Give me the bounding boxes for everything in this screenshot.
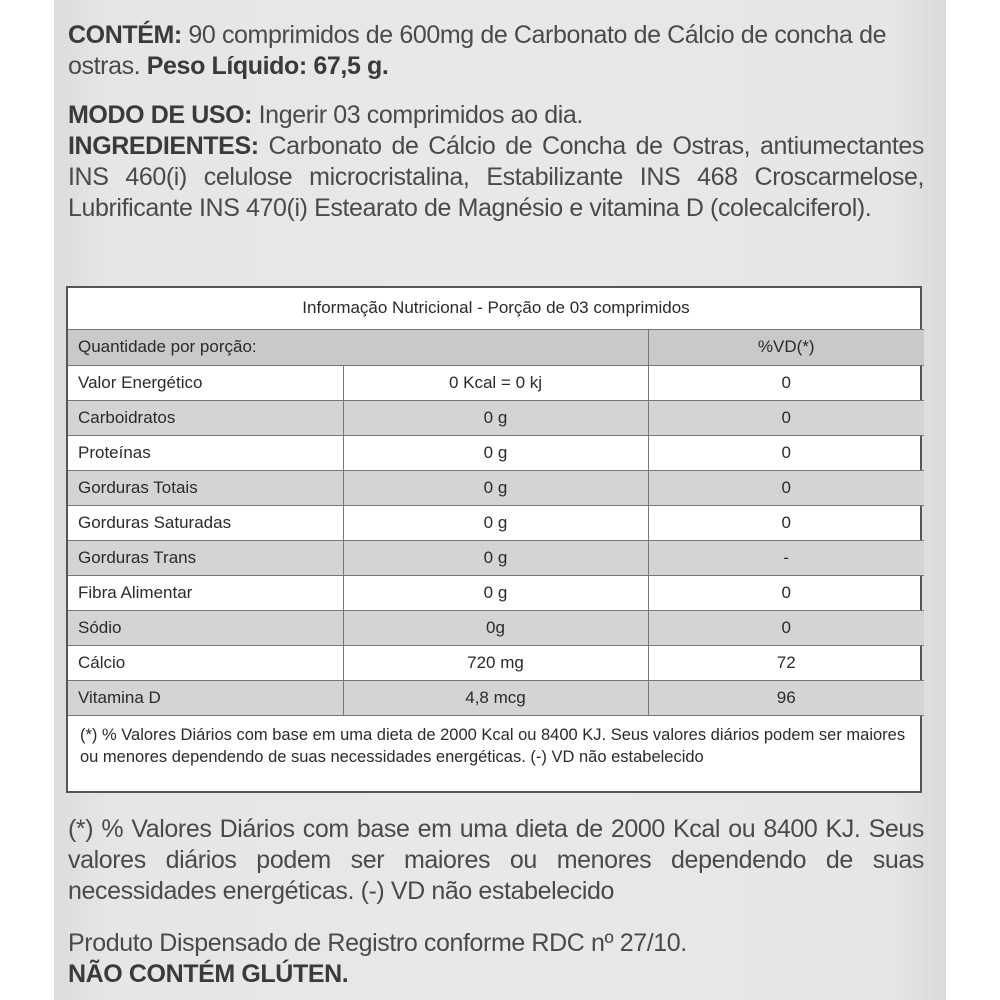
nutrient-name: Carboidratos <box>68 400 343 435</box>
usage-ingredients-paragraph <box>68 100 924 224</box>
usage-line <box>68 100 924 131</box>
nutrient-name: Gorduras Totais <box>68 470 343 505</box>
table-row <box>68 680 924 715</box>
nutrient-vd: - <box>648 540 924 575</box>
table-row <box>68 400 924 435</box>
table-row <box>68 610 924 645</box>
table-row <box>68 575 924 610</box>
nutrient-name: Fibra Alimentar <box>68 575 343 610</box>
nutrient-vd: 0 <box>648 470 924 505</box>
nutrient-amount: 0 g <box>343 435 648 470</box>
ingredients-line <box>68 131 924 224</box>
nutrition-table <box>66 286 922 793</box>
nutrient-vd: 0 <box>648 400 924 435</box>
table-row <box>68 505 924 540</box>
table-row <box>68 470 924 505</box>
net-weight: Peso Líquido: 67,5 g. <box>146 52 389 80</box>
table-row <box>68 365 924 400</box>
header-quantity: Quantidade por porção: <box>68 329 648 365</box>
contents-paragraph <box>68 20 924 82</box>
modo-title: MODO DE USO: <box>68 101 253 129</box>
nutrient-name: Cálcio <box>68 645 343 680</box>
nutrient-amount: 4,8 mcg <box>343 680 648 715</box>
nutrient-amount: 0g <box>343 610 648 645</box>
ingredients-text: Carbonato de Cálcio de Concha de Ostras, antiumectantes INS 460(i) celulose microcristalina, Estabilizante INS 468 Croscarmelose, Lubrificante INS 470(i) Estearato de Magnésio e vitamina D (colecalciferol). <box>68 132 924 222</box>
table-footnote: (*) % Valores Diários com base em uma dieta de 2000 Kcal ou 8400 KJ. Seus valores diários podem ser maiores ou menores dependendo de suas necessidades energéticas. (-) VD não estabelecido <box>80 725 906 766</box>
nutrient-amount: 0 g <box>343 400 648 435</box>
nutrient-name: Gorduras Saturadas <box>68 505 343 540</box>
ingredients-title: INGREDIENTES: <box>68 132 259 160</box>
nutrient-vd: 0 <box>648 435 924 470</box>
contem-text: 90 comprimidos de 600mg de Carbonato de Cálcio de concha de ostras. <box>68 21 887 80</box>
nutrient-name: Valor Energético <box>68 365 343 400</box>
nutrient-amount: 720 mg <box>343 645 648 680</box>
table-row <box>68 645 924 680</box>
registration-paragraph <box>68 928 924 990</box>
modo-text: Ingerir 03 comprimidos ao dia. <box>252 101 583 129</box>
nutrient-amount: 0 g <box>343 540 648 575</box>
gluten-free-bold: NÃO CONTÉM GLÚTEN. <box>68 960 349 988</box>
header-vd: %VD(*) <box>648 329 924 365</box>
nutrient-name: Vitamina D <box>68 680 343 715</box>
nutrient-amount: 0 g <box>343 575 648 610</box>
gluten-free-text <box>68 959 924 990</box>
table-row <box>68 540 924 575</box>
nutrient-vd: 72 <box>648 645 924 680</box>
nutrient-vd: 0 <box>648 365 924 400</box>
nutrient-amount: 0 Kcal = 0 kj <box>343 365 648 400</box>
nutrient-name: Gorduras Trans <box>68 540 343 575</box>
nutrient-vd: 0 <box>648 575 924 610</box>
registration-text: Produto Dispensado de Registro conforme RDC nº 27/10. <box>68 929 687 957</box>
table-row <box>68 435 924 470</box>
nutrient-vd: 0 <box>648 610 924 645</box>
nutrient-vd: 96 <box>648 680 924 715</box>
footnote-paragraph: (*) % Valores Diários com base em uma dieta de 2000 Kcal ou 8400 KJ. Seus valores diários podem ser maiores ou menores dependendo de suas necessidades energéticas. (-) VD não estabelecido <box>68 815 924 905</box>
nutrient-amount: 0 g <box>343 505 648 540</box>
nutrient-name: Sódio <box>68 610 343 645</box>
nutrition-title: Informação Nutricional - Porção de 03 comprimidos <box>68 288 924 329</box>
nutrient-amount: 0 g <box>343 470 648 505</box>
nutrient-vd: 0 <box>648 505 924 540</box>
nutrient-name: Proteínas <box>68 435 343 470</box>
contem-title: CONTÉM: <box>68 21 182 49</box>
